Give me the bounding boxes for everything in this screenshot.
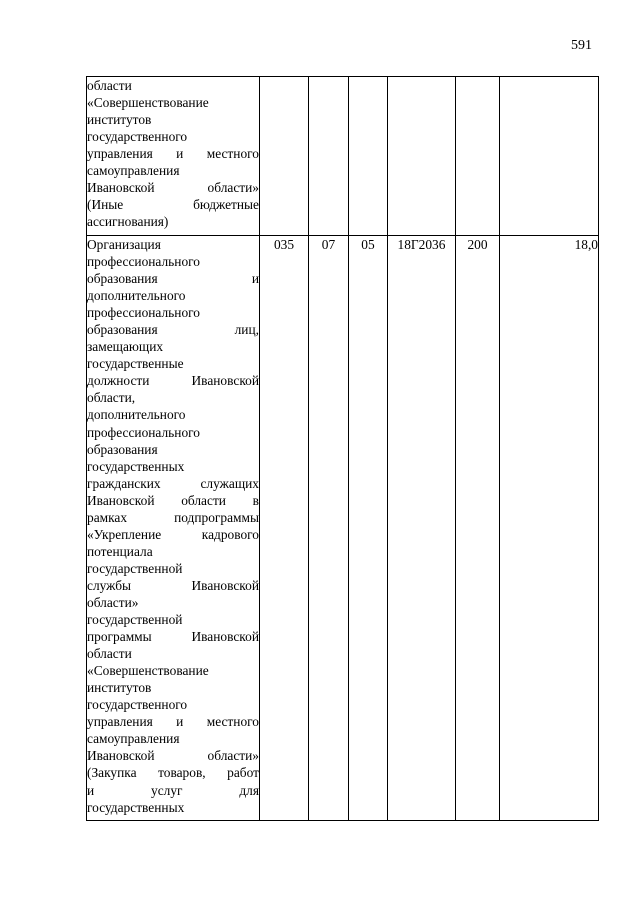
description-line: профессионального: [87, 254, 200, 270]
description-line: области: [87, 646, 132, 662]
description-line: профессионального: [87, 305, 200, 321]
description-line: институтов: [87, 680, 152, 696]
description-line: Ивановской области в: [87, 492, 259, 508]
amount-cell: [500, 77, 599, 236]
description-line: государственной: [87, 560, 183, 576]
description-line: профессионального: [87, 424, 200, 440]
description-line: (Иные бюджетные: [87, 197, 259, 213]
description-line: государственной: [87, 612, 183, 628]
description-line: государственного: [87, 129, 188, 145]
description-line: области: [87, 78, 132, 93]
amount-cell: 18,0: [500, 236, 599, 821]
description-line: программы Ивановской: [87, 629, 259, 645]
description-line: ассигнования): [87, 214, 169, 230]
description-line: Ивановской области»: [87, 180, 259, 196]
description-line: гражданских служащих: [87, 475, 259, 491]
description-cell: [87, 77, 260, 236]
description-cell: [87, 236, 260, 821]
description-line: должности Ивановской: [87, 373, 259, 389]
section-cell: [309, 77, 349, 236]
description-line: области»: [87, 594, 139, 610]
description-line: образования: [87, 441, 158, 457]
description-line: самоуправления: [87, 163, 180, 179]
description-line: управления и местного: [87, 714, 259, 730]
description-line: управления и местного: [87, 146, 259, 162]
description-line: государственных: [87, 458, 185, 474]
budget-table: [86, 76, 599, 821]
description-line: государственные: [87, 356, 184, 372]
description-line: «Совершенствование: [87, 95, 209, 111]
table-body: [87, 77, 599, 821]
description-line: государственного: [87, 697, 188, 713]
description-line: и услуг для: [87, 782, 259, 798]
description-line: Организация: [87, 237, 161, 252]
description-line: образования и: [87, 271, 259, 287]
table-row: [87, 236, 599, 821]
section-cell: 07: [309, 236, 349, 821]
description-line: образования лиц,: [87, 322, 259, 338]
admin-code-cell: 035: [260, 236, 309, 821]
description-line: «Совершенствование: [87, 663, 209, 679]
expense-type-cell: 200: [456, 236, 500, 821]
table-row: [87, 77, 599, 236]
page-number: 591: [571, 38, 592, 53]
description-line: дополнительного: [87, 288, 186, 304]
admin-code-cell: [260, 77, 309, 236]
description-line: самоуправления: [87, 731, 180, 747]
description-line: (Закупка товаров, работ: [87, 765, 259, 781]
description-line: службы Ивановской: [87, 577, 259, 593]
description-line: государственных: [87, 799, 185, 815]
expense-type-cell: [456, 77, 500, 236]
target-item-cell: [388, 77, 456, 236]
description-line: замещающих: [87, 339, 164, 355]
description-line: институтов: [87, 112, 152, 128]
description-line: «Укрепление кадрового: [87, 526, 259, 542]
description-line: рамках подпрограммы: [87, 509, 259, 525]
description-line: области,: [87, 390, 136, 406]
description-line: Ивановской области»: [87, 748, 259, 764]
description-line: потенциала: [87, 543, 153, 559]
target-item-cell: 18Г2036: [388, 236, 456, 821]
description-line: дополнительного: [87, 407, 186, 423]
subsection-cell: 05: [349, 236, 388, 821]
subsection-cell: [349, 77, 388, 236]
